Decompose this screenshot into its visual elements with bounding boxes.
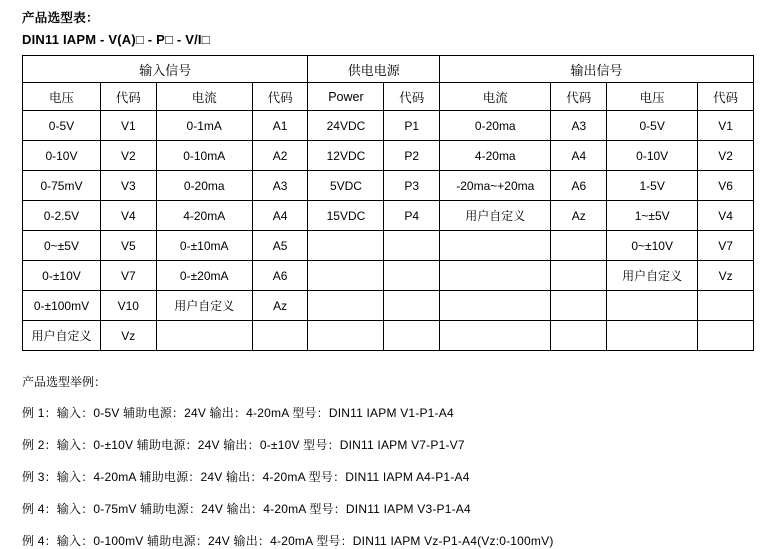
cell-empty <box>698 291 754 321</box>
cell: V6 <box>698 171 754 201</box>
cell: 用户自定义 <box>156 291 252 321</box>
cell-empty <box>607 321 698 351</box>
cell: 0-20ma <box>440 111 551 141</box>
cell: 0-10V <box>607 141 698 171</box>
cell: V10 <box>100 291 156 321</box>
cell: 24VDC <box>308 111 384 141</box>
cell: P4 <box>384 201 440 231</box>
cell: P2 <box>384 141 440 171</box>
table-row <box>23 231 754 261</box>
cell: 0-±10mA <box>156 231 252 261</box>
cell-empty <box>308 321 384 351</box>
cell-empty <box>551 261 607 291</box>
cell-empty <box>440 261 551 291</box>
cell: 1~±5V <box>607 201 698 231</box>
col-header-input-voltage-code: 代码 <box>100 83 156 111</box>
cell: 0-1mA <box>156 111 252 141</box>
cell: P1 <box>384 111 440 141</box>
cell-empty <box>384 291 440 321</box>
cell-empty <box>698 321 754 351</box>
example-line: 例 1：输入：0-5V 辅助电源：24V 输出：4-20mA 型号：DIN11 IAPM V1-P1-A4 <box>22 406 454 420</box>
col-header-output-current: 电流 <box>440 83 551 111</box>
table-row <box>23 171 754 201</box>
col-header-input-voltage: 电压 <box>23 83 101 111</box>
cell: 0-10V <box>23 141 101 171</box>
cell: 0~±5V <box>23 231 101 261</box>
cell: -20ma~+20ma <box>440 171 551 201</box>
cell: A6 <box>252 261 308 291</box>
cell: 1-5V <box>607 171 698 201</box>
col-header-output-voltage-code: 代码 <box>698 83 754 111</box>
example-line: 例 4：输入：0-100mV 辅助电源：24V 输出：4-20mA 型号：DIN11 IAPM Vz-P1-A4(Vz:0-100mV) <box>22 534 554 548</box>
cell-empty <box>308 261 384 291</box>
cell: V7 <box>698 231 754 261</box>
cell: V5 <box>100 231 156 261</box>
cell: V4 <box>698 201 754 231</box>
cell: A3 <box>551 111 607 141</box>
cell: 0~±10V <box>607 231 698 261</box>
cell-empty <box>440 321 551 351</box>
table-column-header-row <box>23 83 754 111</box>
col-header-input-current-code: 代码 <box>252 83 308 111</box>
cell: Vz <box>100 321 156 351</box>
col-header-output-voltage: 电压 <box>607 83 698 111</box>
cell: 用户自定义 <box>440 201 551 231</box>
cell: V2 <box>698 141 754 171</box>
cell: 0-5V <box>607 111 698 141</box>
cell: 4-20ma <box>440 141 551 171</box>
cell: V4 <box>100 201 156 231</box>
cell: V7 <box>100 261 156 291</box>
table-row <box>23 201 754 231</box>
cell: 0-5V <box>23 111 101 141</box>
table-group-header-row <box>23 56 754 83</box>
cell: Vz <box>698 261 754 291</box>
cell: 0-75mV <box>23 171 101 201</box>
cell-empty <box>551 231 607 261</box>
cell: A4 <box>551 141 607 171</box>
cell: 用户自定义 <box>607 261 698 291</box>
cell-empty <box>252 321 308 351</box>
cell: 5VDC <box>308 171 384 201</box>
group-header-input: 输入信号 <box>23 56 308 83</box>
cell: V3 <box>100 171 156 201</box>
cell-empty <box>384 261 440 291</box>
cell: 用户自定义 <box>23 321 101 351</box>
cell: V2 <box>100 141 156 171</box>
page-title: 产品选型表： <box>22 11 99 25</box>
cell-empty <box>384 231 440 261</box>
example-line: 例 2：输入：0-±10V 辅助电源：24V 输出：0-±10V 型号：DIN11 IAPM V7-P1-V7 <box>22 438 465 452</box>
cell-empty <box>156 321 252 351</box>
cell-empty <box>551 291 607 321</box>
cell: Az <box>551 201 607 231</box>
cell-empty <box>440 291 551 321</box>
cell-empty <box>308 231 384 261</box>
cell: 0-20ma <box>156 171 252 201</box>
cell: A1 <box>252 111 308 141</box>
cell: P3 <box>384 171 440 201</box>
cell-empty <box>308 291 384 321</box>
group-header-power: 供电电源 <box>308 56 440 83</box>
examples-section <box>22 373 784 549</box>
col-header-power: Power <box>308 83 384 111</box>
cell-empty <box>384 321 440 351</box>
cell: V1 <box>100 111 156 141</box>
examples-title: 产品选型举例： <box>22 375 107 389</box>
example-line: 例 4：输入：0-75mV 辅助电源：24V 输出：4-20mA 型号：DIN11 IAPM V3-P1-A4 <box>22 502 471 516</box>
cell-empty <box>440 231 551 261</box>
table-row <box>23 321 754 351</box>
table-row <box>23 111 754 141</box>
cell: A2 <box>252 141 308 171</box>
table-row <box>23 261 754 291</box>
cell: A4 <box>252 201 308 231</box>
group-header-output: 输出信号 <box>440 56 754 83</box>
cell: 4-20mA <box>156 201 252 231</box>
cell: 0-±100mV <box>23 291 101 321</box>
cell: 0-10mA <box>156 141 252 171</box>
cell-empty <box>607 291 698 321</box>
cell: A6 <box>551 171 607 201</box>
cell: A3 <box>252 171 308 201</box>
cell: 0-2.5V <box>23 201 101 231</box>
cell-empty <box>551 321 607 351</box>
table-row <box>23 141 754 171</box>
cell: Az <box>252 291 308 321</box>
cell: 15VDC <box>308 201 384 231</box>
col-header-output-current-code: 代码 <box>551 83 607 111</box>
selection-table <box>22 55 754 351</box>
cell: A5 <box>252 231 308 261</box>
model-code-line: DIN11 IAPM - V(A)□ - P□ - V/I□ <box>22 32 210 47</box>
example-line: 例 3：输入：4-20mA 辅助电源：24V 输出：4-20mA 型号：DIN11 IAPM A4-P1-A4 <box>22 470 470 484</box>
table-row <box>23 291 754 321</box>
cell: 0-±10V <box>23 261 101 291</box>
cell: 0-±20mA <box>156 261 252 291</box>
col-header-input-current: 电流 <box>156 83 252 111</box>
col-header-power-code: 代码 <box>384 83 440 111</box>
cell: 12VDC <box>308 141 384 171</box>
cell: V1 <box>698 111 754 141</box>
